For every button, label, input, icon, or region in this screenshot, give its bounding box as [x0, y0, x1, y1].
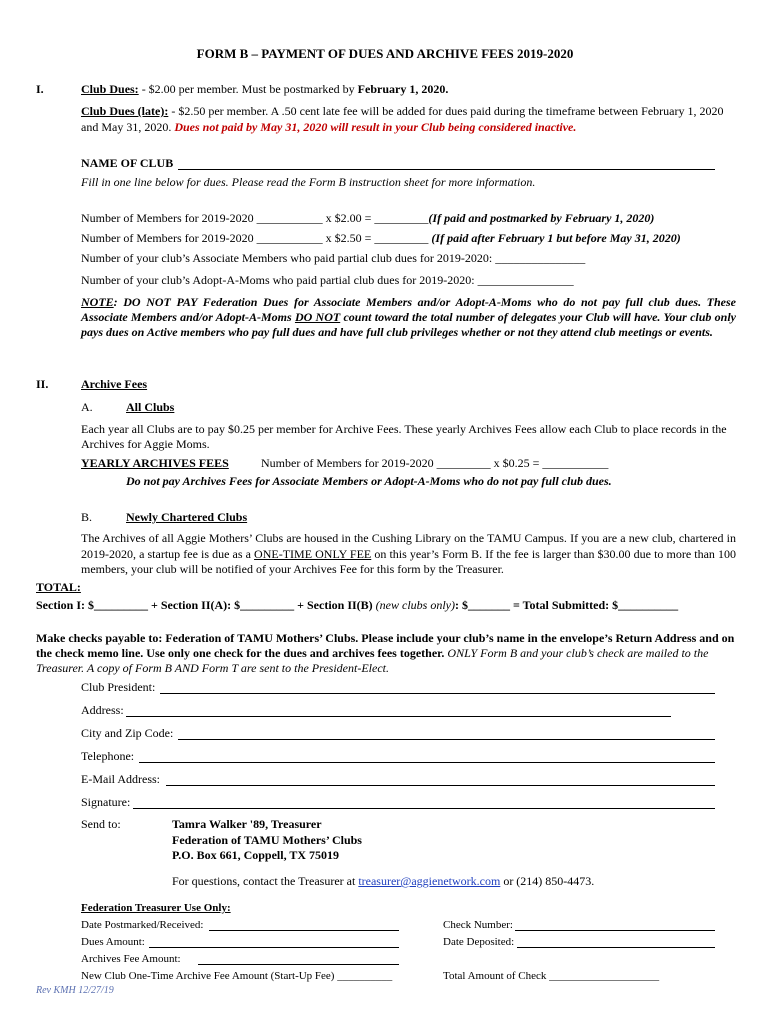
questions-line	[172, 874, 594, 889]
dues-row-2-note: (If paid after February 1 but before May 31, 2020)	[431, 231, 681, 245]
signature-field[interactable]	[133, 808, 715, 809]
late-dues-paragraph	[81, 103, 736, 135]
check-number-field[interactable]	[515, 930, 715, 931]
total-line[interactable]	[36, 598, 678, 613]
startup-fee-line[interactable]: New Club One-Time Archive Fee Amount (Start-Up Fee) __________	[81, 970, 393, 982]
check-number-label: Check Number:	[443, 919, 513, 931]
treasurer-phone: or (214) 850-4473.	[500, 874, 595, 888]
dues-amount-field[interactable]	[149, 947, 399, 948]
total-line-a: Section I: $_________ + Section II(A): $_________ + Section II(B)	[36, 598, 376, 612]
newly-chartered-heading: Newly Chartered Clubs	[126, 510, 248, 524]
po-box: P.O. Box 661, Coppell, TX 75019	[172, 848, 340, 862]
yearly-archives-note: Do not pay Archives Fees for Associate Members or Adopt-A-Moms who do not pay full club dues.	[126, 474, 612, 488]
treasurer-email-link[interactable]: treasurer@aggienetwork.com	[358, 874, 501, 888]
note-do-not: DO NOT	[294, 310, 341, 324]
date-deposited-field[interactable]	[517, 947, 715, 948]
dues-amount-label: Dues Amount:	[81, 936, 145, 948]
dues-row-2-text: Number of Members for 2019-2020 ___________ x $2.50 = _________	[81, 231, 432, 245]
club-president-label: Club President:	[81, 680, 156, 694]
section-2-numeral: II.	[36, 377, 49, 391]
payable-bold: Make checks payable to: Federation of TAMU Mothers’ Clubs. Please include your club’s name in the envelope’s Return Address and on the check memo line. Use only one check for the dues and archives fees together.	[36, 631, 735, 660]
associate-members-line[interactable]: Number of your club’s Associate Members who paid partial club dues for 2019-2020: _______________	[81, 251, 586, 265]
newly-chartered-text-1: The Archives of all Aggie Mothers’ Clubs are housed in the Cushing Library on the TAMU Campus. If you are a new club, chartered in 2019-2020, a startup fee is due as a	[81, 531, 736, 561]
total-check-line[interactable]: Total Amount of Check ____________________	[443, 970, 660, 982]
archives-fee-label: Archives Fee Amount:	[81, 953, 181, 965]
address-label: Address:	[81, 703, 124, 717]
yearly-archives-label: YEARLY ARCHIVES FEES	[81, 456, 229, 470]
telephone-field[interactable]	[139, 762, 715, 763]
form-title: FORM B – PAYMENT OF DUES AND ARCHIVE FEES 2019-2020	[196, 46, 574, 61]
treasurer-name: Tamra Walker '89, Treasurer	[172, 817, 322, 831]
all-clubs-heading: All Clubs	[126, 400, 175, 414]
club-dues-label: Club Dues:	[81, 82, 139, 96]
one-time-fee: ONE-TIME ONLY FEE	[254, 546, 372, 561]
late-dues-text: - $2.50 per member. A .50 cent late fee will be added for dues paid during the timeframe between February 1, 2020 and May 31, 2020.	[81, 104, 724, 134]
dues-row-1-note: (If paid and postmarked by February 1, 2020)	[428, 211, 655, 225]
total-new-clubs: (new clubs only)	[375, 598, 455, 612]
federation-name: Federation of TAMU Mothers’ Clubs	[172, 832, 362, 847]
note-paragraph	[81, 295, 736, 340]
date-postmarked-label: Date Postmarked/Received:	[81, 919, 204, 931]
adopt-a-moms-line[interactable]: Number of your club’s Adopt-A-Moms who paid partial club dues for 2019-2020: ________________	[81, 273, 574, 287]
club-dues-line	[81, 82, 448, 97]
send-to-label: Send to:	[81, 817, 121, 831]
note-text-2: count toward the total number of delegates your Club will have. Your club only pays dues on Active members who pay full dues and have full club privileges whether or not they attend club meetings or events.	[81, 310, 737, 339]
dues-row-1[interactable]	[81, 211, 654, 226]
newly-chartered-paragraph	[81, 531, 736, 578]
note-text-1: : DO NOT PAY Federation Dues for Associate Members and/or Adopt-A-Moms who do not pay full club dues. These Associate Members and/or Adopt-A-Moms	[81, 295, 736, 324]
federation-use-heading: Federation Treasurer Use Only:	[81, 902, 231, 914]
name-of-club-field[interactable]	[178, 169, 715, 170]
yearly-archives-line[interactable]: Number of Members for 2019-2020 _________ x $0.25 = ___________	[261, 456, 609, 470]
late-dues-warning: Dues not paid by May 31, 2020 will result in your Club being considered inactive.	[174, 120, 577, 134]
club-dues-date: February 1, 2020.	[357, 82, 449, 96]
city-zip-label: City and Zip Code:	[81, 726, 174, 740]
revision-note: Rev KMH 12/27/19	[36, 985, 114, 996]
city-zip-field[interactable]	[178, 739, 715, 740]
archive-fees-heading: Archive Fees	[81, 377, 148, 391]
total-label: TOTAL:	[36, 580, 81, 594]
dues-row-2[interactable]	[81, 231, 681, 246]
payable-italic: ONLY Form B and your club’s check are mailed to the Treasurer. A copy of Form B AND Form T are sent to the President-Elect.	[36, 646, 709, 675]
all-clubs-paragraph: Each year all Clubs are to pay $0.25 per member for Archive Fees. These yearly Archives Fees allow each Club to place records in the Archives for Aggie Moms.	[81, 422, 727, 451]
questions-text: For questions, contact the Treasurer at	[172, 874, 359, 888]
section-1-numeral: I.	[36, 82, 44, 96]
subsection-a-letter: A.	[81, 400, 93, 414]
newly-chartered-text-2: on this year’s Form B. If the fee is larger than $30.00 due to more than 100 members, your club will be notified of your Archives Fee for this form by the Treasurer.	[81, 546, 737, 576]
subsection-b-letter: B.	[81, 510, 93, 524]
fill-instructions: Fill in one line below for dues. Please read the Form B instruction sheet for more information.	[81, 175, 536, 189]
archives-fee-field[interactable]	[198, 964, 399, 965]
club-dues-text: - $2.00 per member. Must be postmarked by	[138, 82, 358, 96]
date-deposited-label: Date Deposited:	[443, 936, 515, 948]
email-field[interactable]	[166, 785, 715, 786]
payable-paragraph	[36, 631, 736, 676]
address-field[interactable]	[126, 716, 671, 717]
send-to-address-block	[172, 817, 362, 864]
note-label: NOTE	[81, 295, 114, 309]
signature-label: Signature:	[81, 795, 131, 809]
late-dues-label: Club Dues (late):	[81, 104, 169, 118]
email-label: E-Mail Address:	[81, 772, 160, 786]
date-postmarked-field[interactable]	[209, 930, 399, 931]
name-of-club-label: NAME OF CLUB	[81, 156, 174, 170]
club-president-field[interactable]	[160, 693, 715, 694]
dues-row-1-text: Number of Members for 2019-2020 ___________ x $2.00 = _________	[81, 211, 429, 225]
telephone-label: Telephone:	[81, 749, 135, 763]
total-line-b: : $_______ = Total Submitted: $__________	[454, 598, 679, 612]
